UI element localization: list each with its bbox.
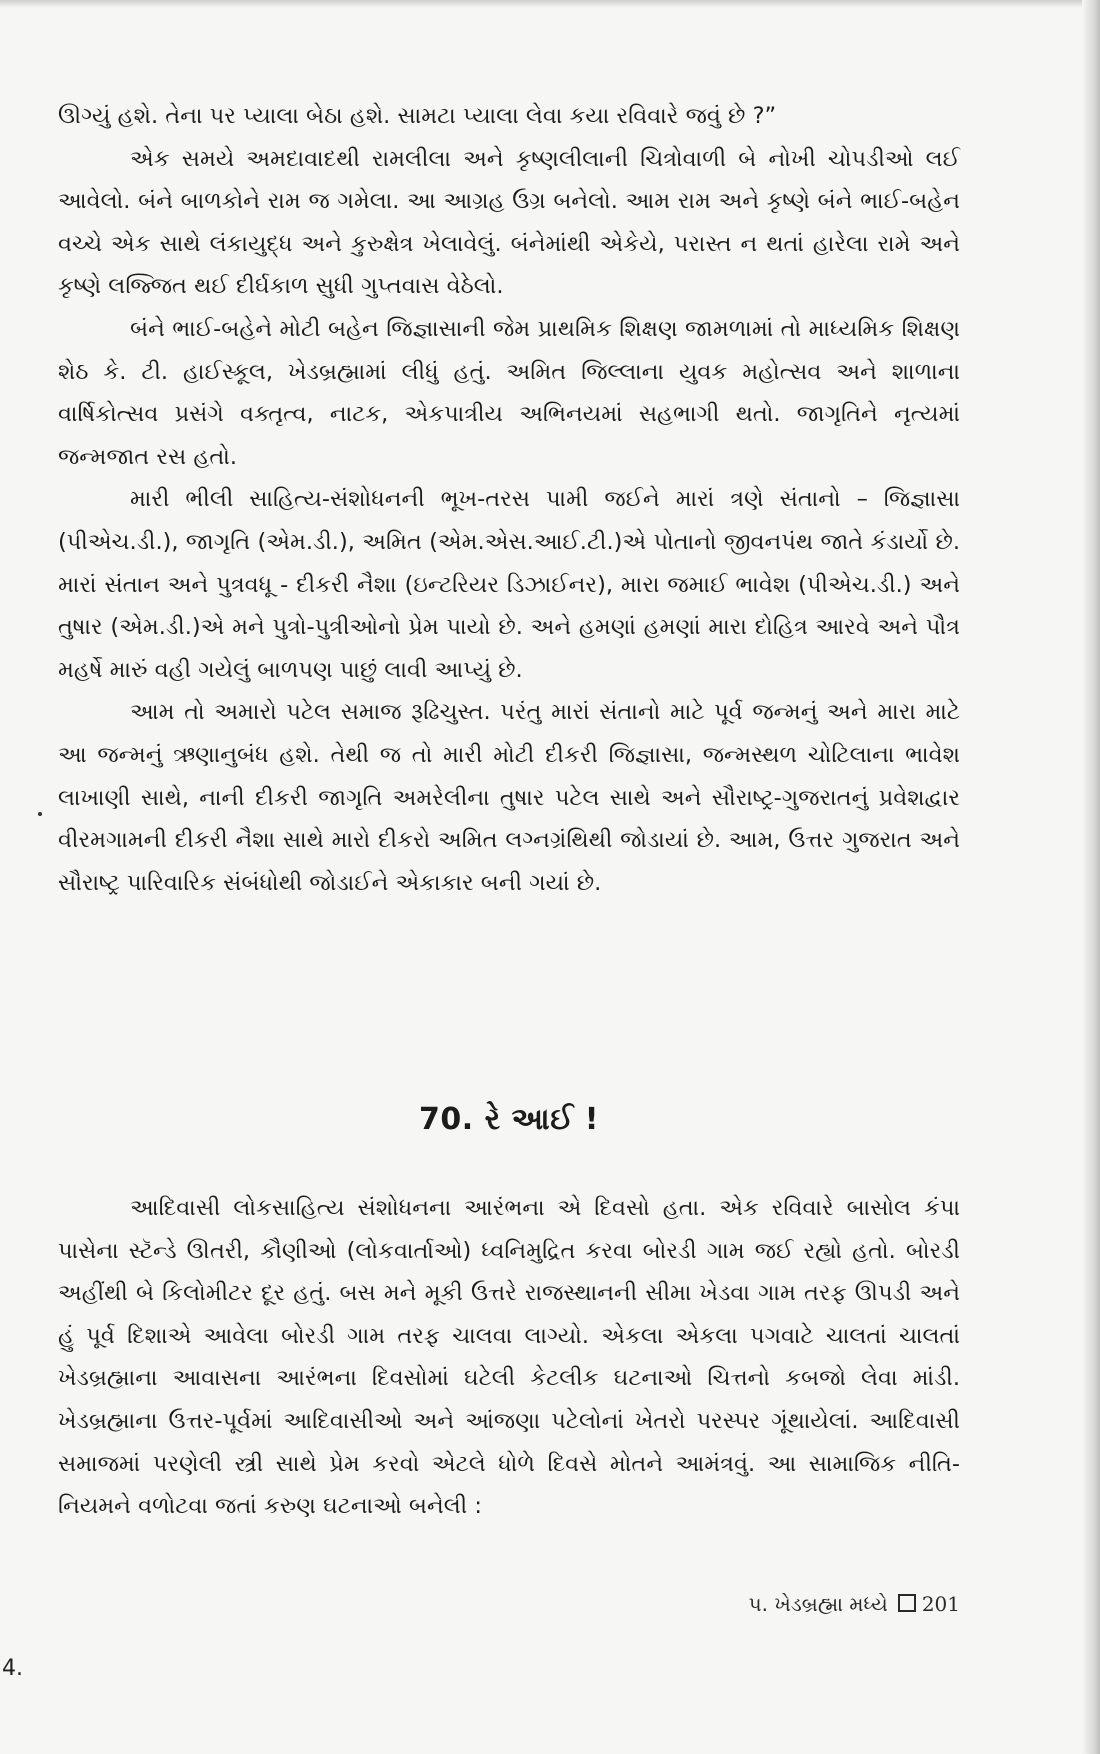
paragraph: એક સમયે અમદાવાદથી રામલીલા અને કૃષ્ણલીલાની ચિત્રોવાળી બે નોખી ચોપડીઓ લઈ આવેલો. બંને બાળકોને રામ જ ગમેલા. આ આગ્રહ ઉગ્ર બનેલો. આમ રામ અને કૃષ્ણે બંને ભાઈ-બહેન વચ્ચે એક સાથે લંકાયુદ્ધ અને કુરુક્ષેત્ર ખેલાવેલું. બંનેમાંથી એકેયે, પરાસ્ત ન થતાં હારેલા રામે અને કૃષ્ણે લજ્જિત થઈ દીર્ઘકાળ સુધી ગુપ્તવાસ વેઠેલો. [58, 145, 960, 300]
paragraph: મારી ભીલી સાહિત્ય-સંશોધનની ભૂખ-તરસ પામી જઈને મારાં ત્રણે સંતાનો – જિજ્ઞાસા (પીએચ.ડી.), જાગૃતિ (એમ.ડી.), અમિત (એમ.એસ.આઈ.ટી.)એ પોતાનો જીવનપંથ જાતે કંડાર્યો છે. મારાં સંતાન અને પુત્રવધૂ - દીકરી નૈશા (ઇન્ટરિયર ડિઝાઈનર), મારા જમાઈ ભાવેશ (પીએચ.ડી.) અને તુષાર (એમ.ડી.)એ મને પુત્રો-પુત્રીઓનો પ્રેમ પાયો છે. અને હમણાં હમણાં મારા દોહિત્ર આરવે અને પૌત્ર મહર્ષે મારું વહી ગયેલું બાળપણ પાછું લાવી આપ્યું છે. [58, 486, 960, 683]
chapter-title: 70. રે આઈ ! [419, 1102, 599, 1137]
scan-edge-right [1082, 0, 1100, 1754]
paragraph: આમ તો અમારો પટેલ સમાજ રૂઢિચુસ્ત. પરંતુ મારાં સંતાનો માટે પૂર્વ જન્મનું અને મારા માટે આ જન્મનું ઋણાનુબંધ હશે. તેથી જ તો મારી મોટી દીકરી જિજ્ઞાસા, જન્મસ્થળ ચોટિલાના ભાવેશ લાખાણી સાથે, નાની દીકરી જાગૃતિ અમરેલીના તુષાર પટેલ સાથે અને સૌરાષ્ટ્ર-ગુજરાતનું પ્રવેશદ્વાર વીરમગામની દીકરી નૈશા સાથે મારો દીકરો અમિત લગ્નગ્રંથિથી જોડાયાં છે. આમ, ઉત્તર ગુજરાત અને સૌરાષ્ટ્ર પારિવારિક સંબંધોથી જોડાઈને એકાકાર બની ગયાં છે. [58, 699, 960, 896]
square-icon [898, 1594, 916, 1612]
stray-mark [38, 812, 42, 816]
paragraph: બંને ભાઈ-બહેને મોટી બહેન જિજ્ઞાસાની જેમ પ્રાથમિક શિક્ષણ જામળામાં તો માધ્યમિક શિક્ષણ શેઠ કે. ટી. હાઈસ્કૂલ, ખેડબ્રહ્મામાં લીધું હતું. અમિત જિલ્લાના યુવક મહોત્સવ અને શાળાના વાર્ષિકોત્સવ પ્રસંગે વક્તૃત્વ, નાટક, એકપાત્રીય અભિનયમાં સહભાગી થતો. જાગૃતિને નૃત્યમાં જન્મજાત રસ હતો. [58, 315, 960, 470]
text-block-chapter [58, 1187, 960, 1528]
scan-edge-top [0, 0, 1100, 8]
paragraph-continued: ઊગ્યું હશે. તેના પર પ્યાલા બેઠા હશે. સામટા પ્યાલા લેવા કયા રવિવારે જવું છે ?” [58, 103, 777, 129]
margin-number: 4. [2, 1656, 23, 1681]
text-block-continued [58, 95, 960, 904]
paragraph: આદિવાસી લોકસાહિત્ય સંશોધનના આરંભના એ દિવસો હતા. એક રવિવારે બાસોલ કંપા પાસેના સ્ટૅન્ડે ઊતરી, કૌણીઓ (લોકવાર્તાઓ) ધ્વનિમુદ્રિત કરવા બોરડી ગામ જઈ રહ્યો હતો. બોરડી અહીંથી બે કિલોમીટર દૂર હતું. બસ મને મૂકી ઉત્તરે રાજસ્થાનની સીમા ખેડવા ગામ તરફ ઊપડી અને હું પૂર્વ દિશાએ આવેલા બોરડી ગામ તરફ ચાલવા લાગ્યો. એકલા એકલા પગવાટે ચાલતાં ચાલતાં ખેડબ્રહ્માના આવાસના આરંભના દિવસોમાં ઘટેલી કેટલીક ઘટનાઓ ચિત્તનો કબજો લેવા માંડી. ખેડબ્રહ્માના ઉત્તર-પૂર્વમાં આદિવાસીઓ અને આંજણા પટેલોનાં ખેતરો પરસ્પર ગૂંથાયેલાં. આદિવાસી સમાજમાં પરણેલી સ્ત્રી સાથે પ્રેમ કરવો એટલે ધોળે દિવસે મોતને આમંત્રવું. આ સામાજિક નીતિ-નિયમને વળોટવા જતાં કરુણ ઘટનાઓ બનેલી : [58, 1195, 960, 1520]
page-number: 201 [921, 1592, 960, 1616]
running-title: પ. ખેડબ્રહ્મા મધ્યે [748, 1592, 888, 1616]
page-footer [58, 1589, 960, 1619]
